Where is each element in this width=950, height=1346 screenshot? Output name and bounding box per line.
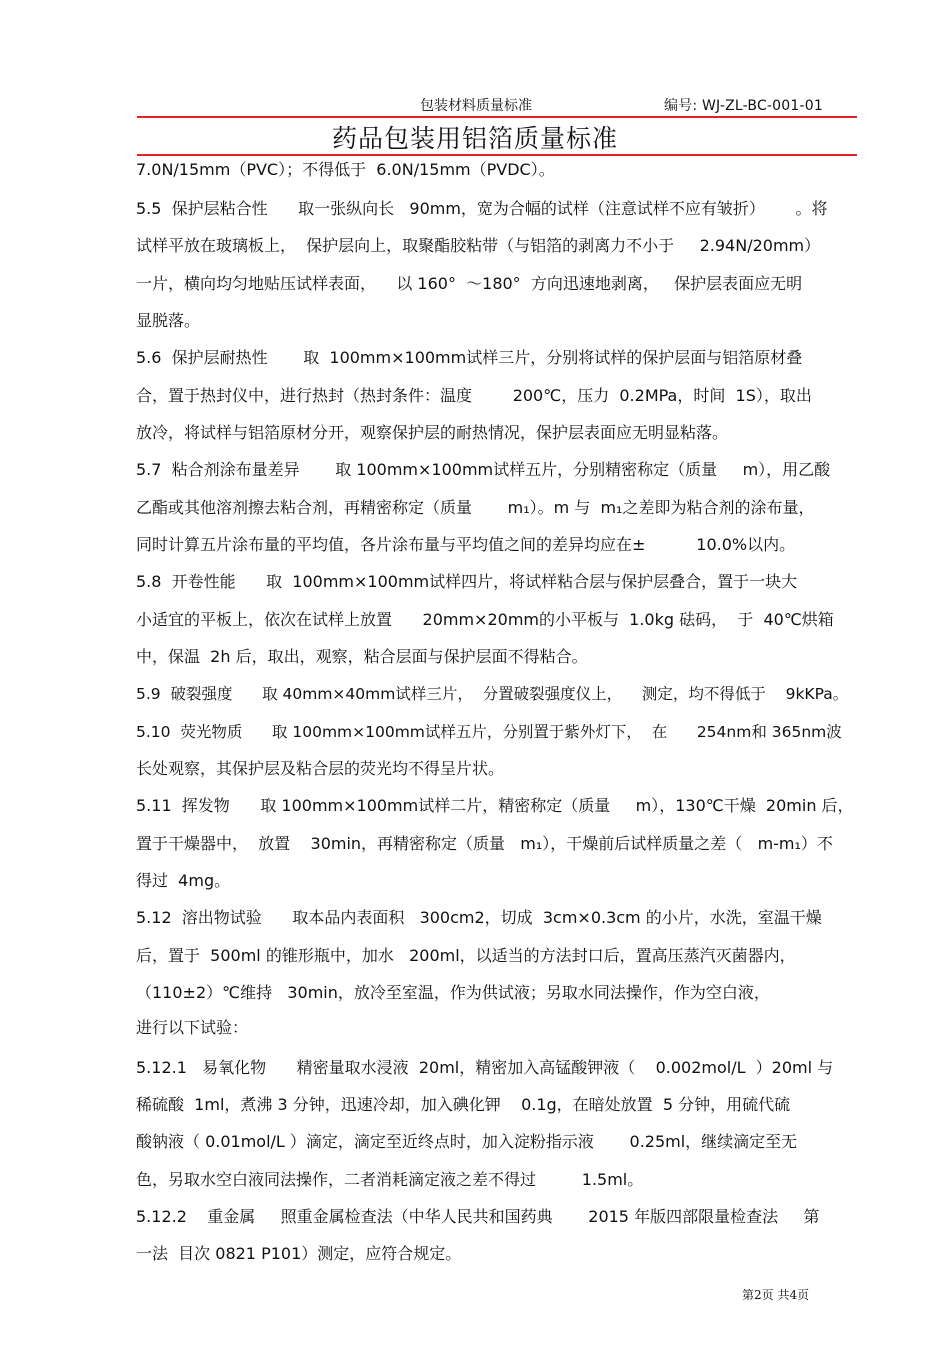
- body-line: 试样平放在玻璃板上， 保护层向上，取聚酯胶粘带（与铝箔的剥离力不小于 2.94N/20mm）: [136, 236, 821, 255]
- body-line: 合，置于热封仪中，进行热封（热封条件：温度 200℃，压力 0.2MPa，时间 1S），取出: [136, 386, 812, 405]
- body-line: 5.8 开卷性能 取 100mm×100mm试样四片，将试样粘合层与保护层叠合，置于一块大: [136, 572, 798, 591]
- body-line: 显脱落。: [136, 311, 201, 330]
- header-doc-category: 包装材料质量标准: [420, 98, 532, 114]
- body-line: 一法 目次 0821 P101）测定，应符合规定。: [136, 1244, 462, 1263]
- body-line: 5.12.1 易氧化物 精密量取水浸液 20ml，精密加入高锰酸钾液（ 0.002mol/L ）20ml 与: [136, 1058, 834, 1077]
- page-number: 第2页 共4页: [742, 1288, 810, 1302]
- body-line: 中，保温 2h 后，取出，观察，粘合层面与保护层面不得粘合。: [136, 647, 588, 666]
- body-line: 5.11 挥发物 取 100mm×100mm试样二片，精密称定（质量 m），130℃干燥 20min 后，: [136, 796, 854, 815]
- header-rule-top: [137, 116, 857, 118]
- body-line: 5.10 荧光物质 取 100mm×100mm试样五片，分别置于紫外灯下， 在 254nm和 365nm波: [136, 723, 842, 741]
- body-line: 酸钠液（ 0.01mol/L ）滴定，滴定至近终点时，加入淀粉指示液 0.25ml，继续滴定至无: [136, 1132, 798, 1151]
- body-line: 乙酯或其他溶剂擦去粘合剂，再精密称定（质量 m₁）。m 与 m₁之差即为粘合剂的涂布量，: [136, 498, 815, 517]
- body-line: 同时计算五片涂布量的平均值，各片涂布量与平均值之间的差异均应在± 10.0%以内。: [136, 535, 796, 554]
- document-title: 药品包装用铝箔质量标准: [331, 124, 618, 153]
- body-line: 放冷，将试样与铝箔原材分开，观察保护层的耐热情况，保护层表面应无明显粘落。: [136, 423, 729, 442]
- body-line: 进行以下试验：: [136, 1018, 249, 1037]
- body-line: 5.12.2 重金属 照重金属检查法（中华人民共和国药典 2015 年版四部限量检查法 第: [136, 1207, 820, 1226]
- body-line: 5.9 破裂强度 取 40mm×40mm试样三片， 分置破裂强度仪上， 测定，均不得低于 9kKPa。: [136, 685, 849, 703]
- body-line: 一片，横向均匀地贴压试样表面， 以 160° ～180° 方向迅速地剥离， 保护层表面应无明: [136, 274, 803, 293]
- body-line: 稀硫酸 1ml，煮沸 3 分钟，迅速冷却，加入碘化钾 0.1g，在暗处放置 5 分钟，用硫代硫: [136, 1095, 791, 1114]
- body-line: 置于干燥器中， 放置 30min，再精密称定（质量 m₁），干燥前后试样质量之差（ m-m₁）不: [136, 834, 833, 853]
- body-line: 5.7 粘合剂涂布量差异 取 100mm×100mm试样五片，分别精密称定（质量 m），用乙酸: [136, 460, 831, 479]
- body-line: 7.0N/15mm（PVC）；不得低于 6.0N/15mm（PVDC）。: [136, 160, 555, 179]
- body-line: 得过 4mg。: [136, 871, 231, 890]
- body-line: 5.6 保护层耐热性 取 100mm×100mm试样三片，分别将试样的保护层面与铝箔原材叠: [136, 348, 803, 367]
- header-doc-number: 编号: WJ-ZL-BC-001-01: [664, 98, 823, 114]
- body-line: 5.12 溶出物试验 取本品内表面积 300cm2，切成 3cm×0.3cm 的小片，水洗，室温干燥: [136, 908, 822, 927]
- body-line: 5.5 保护层粘合性 取一张纵向长 90mm，宽为合幅的试样（注意试样不应有皱折） 。将: [136, 199, 828, 218]
- body-line: 小适宜的平板上，依次在试样上放置 20mm×20mm的小平板与 1.0kg 砝码， 于 40℃烘箱: [136, 610, 834, 629]
- body-line: 色，另取水空白液同法操作，二者消耗滴定液之差不得过 1.5ml。: [136, 1170, 644, 1189]
- body-line: 长处观察，其保护层及粘合层的荧光均不得呈片状。: [136, 759, 505, 778]
- body-line: （110±2）℃维持 30min，放冷至室温，作为供试液；另取水同法操作，作为空白液，: [136, 983, 770, 1002]
- header-rule-bottom: [137, 154, 857, 156]
- body-line: 后，置于 500ml 的锥形瓶中，加水 200ml，以适当的方法封口后，置高压蒸汽灭菌器内，: [136, 946, 796, 965]
